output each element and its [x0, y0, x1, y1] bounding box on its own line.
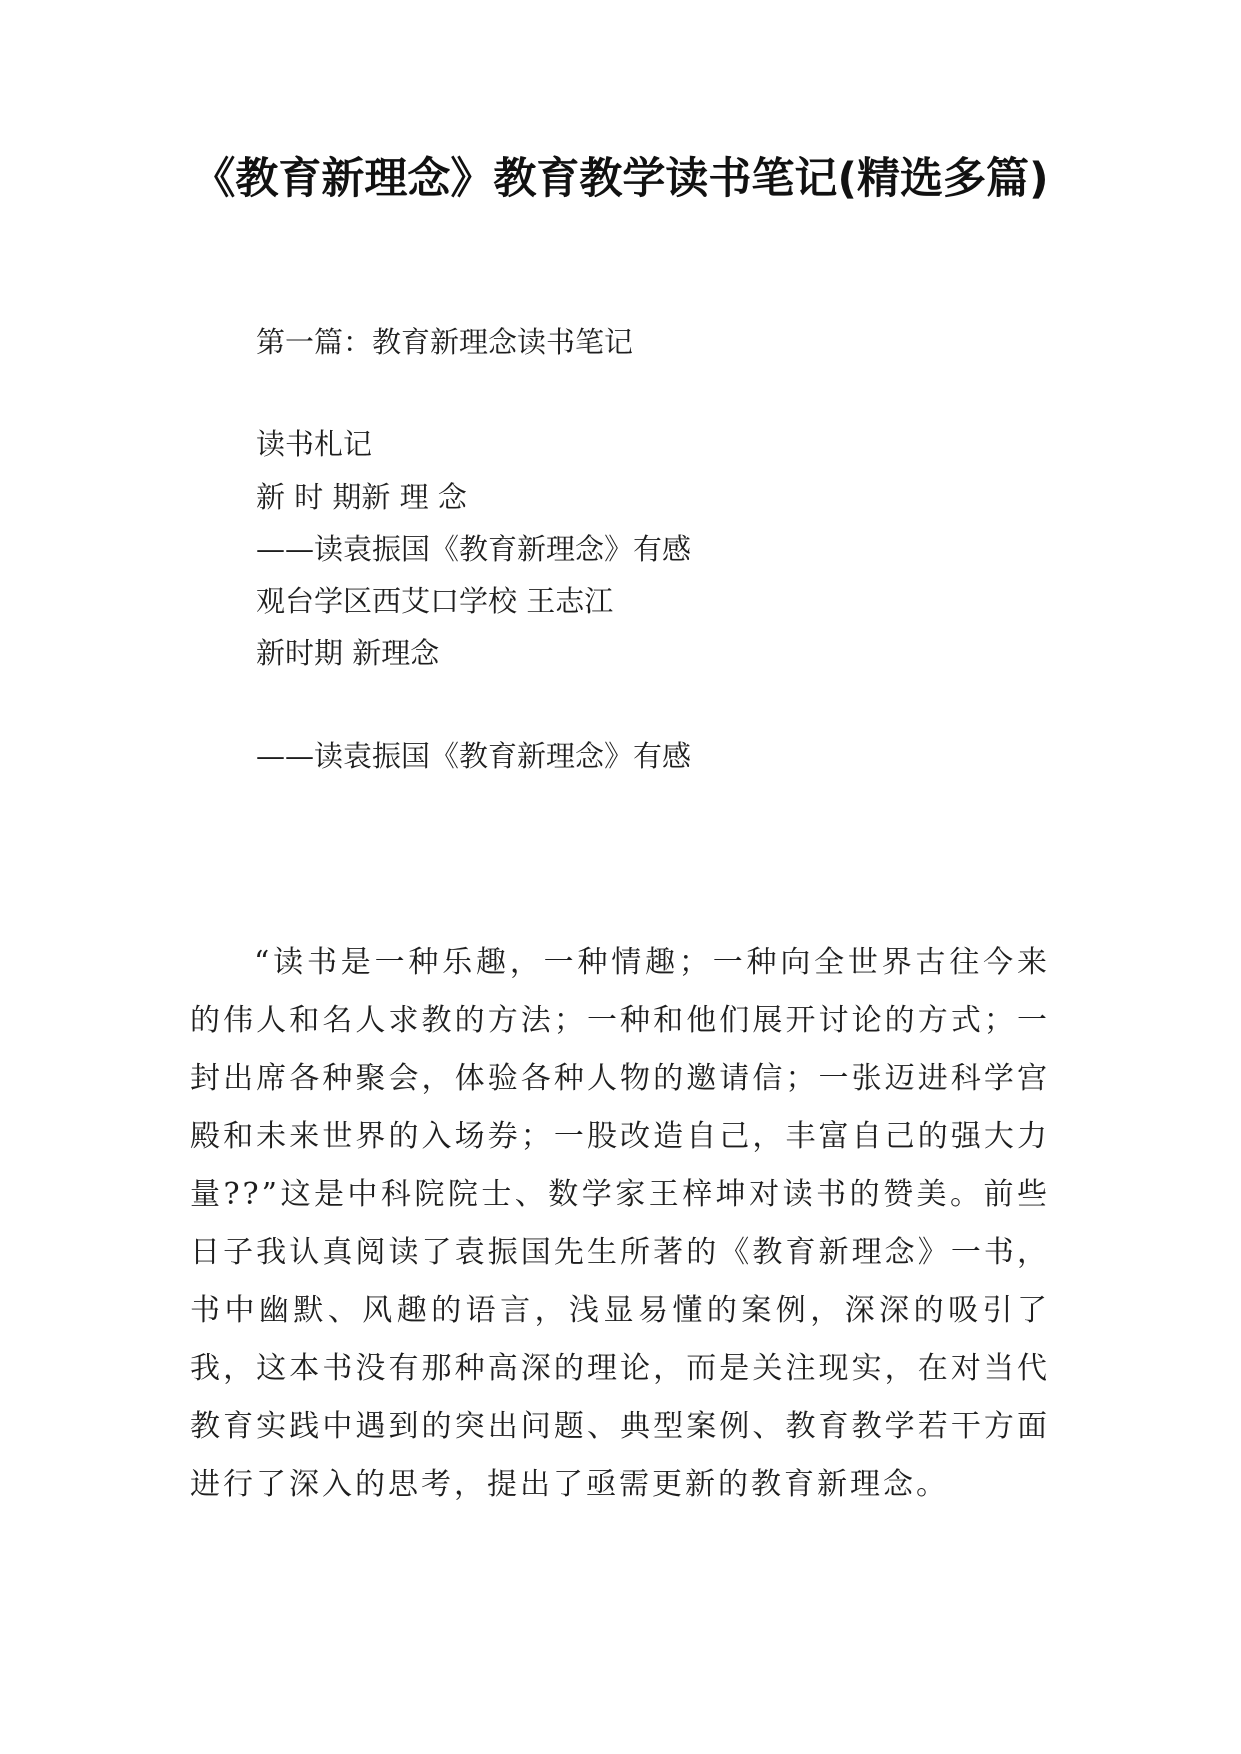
author-line: 观台学区西艾口学校 王志江: [256, 584, 614, 618]
subtitle-line-repeat: ——读袁振国《教育新理念》有感: [256, 739, 692, 773]
spaced-subtitle: 新 时 期新 理 念: [256, 480, 467, 514]
section-heading: 第一篇：教育新理念读书笔记: [256, 325, 634, 359]
document-title: 《教育新理念》教育教学读书笔记(精选多篇): [192, 154, 1049, 204]
notes-label: 读书札记: [256, 427, 373, 461]
subtitle-line: ——读袁振国《教育新理念》有感: [256, 532, 692, 566]
body-paragraph: “读书是一种乐趣，一种情趣；一种向全世界古往今来的伟人和名人求教的方法；一种和他们展开讨论的方式；一封出席各种聚会，体验各种人物的邀请信；一张迈进科学宫殿和未来世界的入场券；一股改造自己，丰富自己的强大力量??”这是中科院院士、数学家王梓坤对读书的赞美。前些日子我认真阅读了袁振国先生所著的《教育新理念》一书，书中幽默、风趣的语言，浅显易懂的案例，深深的吸引了我，这本书没有那种高深的理论，而是关注现实，在对当代教育实践中遇到的突出问题、典型案例、教育教学若干方面进行了深入的思考，提出了亟需更新的教育新理念。: [190, 945, 1050, 1502]
theme-line: 新时期 新理念: [256, 636, 440, 670]
